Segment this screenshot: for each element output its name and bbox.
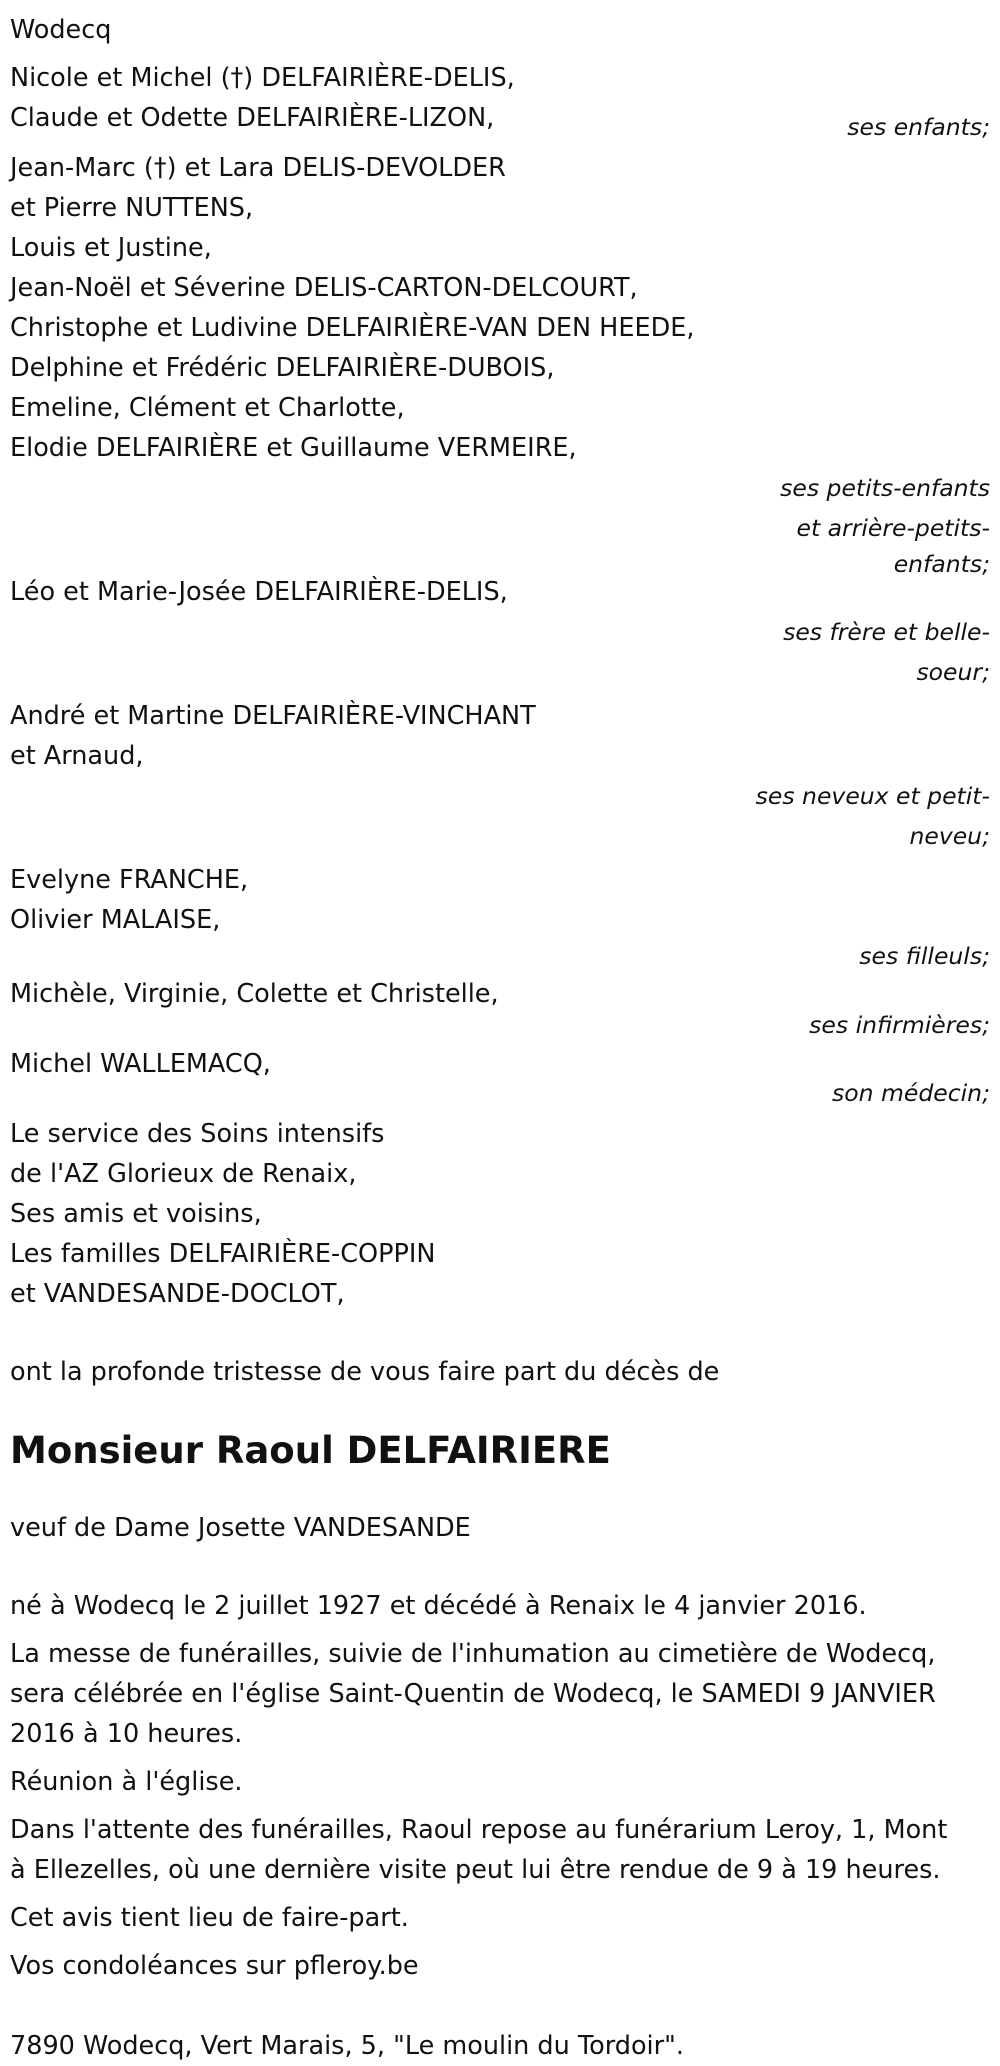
family-group-others [10, 1114, 990, 1314]
info-paragraph [10, 1586, 990, 1626]
relation-label: ses frère et belle- [783, 618, 990, 646]
family-group-godchildren [10, 860, 990, 974]
family-line: Léo et Marie-Josée DELFAIRIÈRE-DELIS, [10, 577, 508, 607]
info-line: né à Wodecq le 2 juillet 1927 et décédé à Renaix le 4 janvier 2016. [10, 1591, 867, 1621]
family-line: André et Martine DELFAIRIÈRE-VINCHANT [10, 701, 536, 731]
family-group-grandchildren [10, 148, 990, 584]
family-line: et Pierre NUTTENS, [10, 193, 254, 223]
family-line: Evelyne FRANCHE, [10, 865, 249, 895]
family-line: Emeline, Clément et Charlotte, [10, 393, 405, 423]
family-line: et Arnaud, [10, 741, 144, 771]
info-line: La messe de funérailles, suivie de l'inhumation au cimetière de Wodecq, [10, 1639, 936, 1669]
family-line: Olivier MALAISE, [10, 905, 221, 935]
relation-label: ses enfants; [847, 113, 990, 141]
family-line: Ses amis et voisins, [10, 1199, 262, 1229]
relation-label: ses infirmières; [809, 1011, 990, 1039]
info-line: Cet avis tient lieu de faire-part. [10, 1903, 409, 1933]
info-line: Dans l'attente des funérailles, Raoul repose au funérarium Leroy, 1, Mont [10, 1815, 948, 1845]
family-line: Louis et Justine, [10, 233, 212, 263]
family-line: Christophe et Ludivine DELFAIRIÈRE-VAN DEN HEEDE, [10, 313, 695, 343]
announcement-text: ont la profonde tristesse de vous faire part du décès de [10, 1357, 720, 1387]
relation-label: ses neveux et petit- [755, 782, 990, 810]
family-line: Elodie DELFAIRIÈRE et Guillaume VERMEIRE, [10, 433, 577, 463]
family-line: Nicole et Michel (†) DELFAIRIÈRE-DELIS, [10, 63, 515, 93]
relation-label: et arrière-petits- [796, 514, 990, 542]
family-line: Jean-Marc (†) et Lara DELIS-DEVOLDER [10, 153, 506, 183]
info-paragraph [10, 1762, 990, 1802]
relation-label: soeur; [916, 658, 990, 686]
family-group-nurses [10, 974, 990, 1042]
obituary-notice [10, 10, 990, 2066]
relation-label: enfants; [893, 550, 990, 578]
address-line: 7890 Wodecq, Vert Marais, 5, "Le moulin du Tordoir". [10, 2031, 684, 2061]
relation-label: ses petits-enfants [780, 474, 990, 502]
family-group-children [10, 58, 990, 144]
family-group-siblings [10, 572, 990, 692]
info-line: sera célébrée en l'église Saint-Quentin de Wodecq, le SAMEDI 9 JANVIER [10, 1679, 936, 1709]
info-line: Réunion à l'église. [10, 1767, 243, 1797]
relation-label: ses filleuls; [859, 942, 990, 970]
info-paragraph [10, 1810, 990, 1890]
family-line: Delphine et Frédéric DELFAIRIÈRE-DUBOIS, [10, 353, 555, 383]
family-line: Michel WALLEMACQ, [10, 1049, 271, 1079]
family-line: Michèle, Virginie, Colette et Christelle, [10, 979, 499, 1009]
info-paragraph [10, 1946, 990, 1986]
family-line: Les familles DELFAIRIÈRE-COPPIN [10, 1239, 436, 1269]
family-group-nephews [10, 696, 990, 856]
info-line: à Ellezelles, où une dernière visite peut lui être rendue de 9 à 19 heures. [10, 1855, 941, 1885]
family-line: de l'AZ Glorieux de Renaix, [10, 1159, 357, 1189]
widow-of-text: veuf de Dame Josette VANDESANDE [10, 1513, 471, 1543]
info-line: 2016 à 10 heures. [10, 1719, 243, 1749]
relation-label: son médecin; [832, 1079, 990, 1107]
family-group-doctor [10, 1044, 990, 1110]
info-paragraph [10, 1898, 990, 1938]
deceased-name: Monsieur Raoul DELFAIRIERE [10, 1429, 611, 1472]
place-header: Wodecq [10, 15, 112, 45]
family-line: Jean-Noël et Séverine DELIS-CARTON-DELCOURT, [10, 273, 638, 303]
relation-label: neveu; [909, 822, 990, 850]
family-line: Le service des Soins intensifs [10, 1119, 385, 1149]
info-line: Vos condoléances sur pfleroy.be [10, 1951, 419, 1981]
info-paragraph [10, 1634, 990, 1754]
family-line: et VANDESANDE-DOCLOT, [10, 1279, 345, 1309]
family-line: Claude et Odette DELFAIRIÈRE-LIZON, [10, 103, 495, 133]
